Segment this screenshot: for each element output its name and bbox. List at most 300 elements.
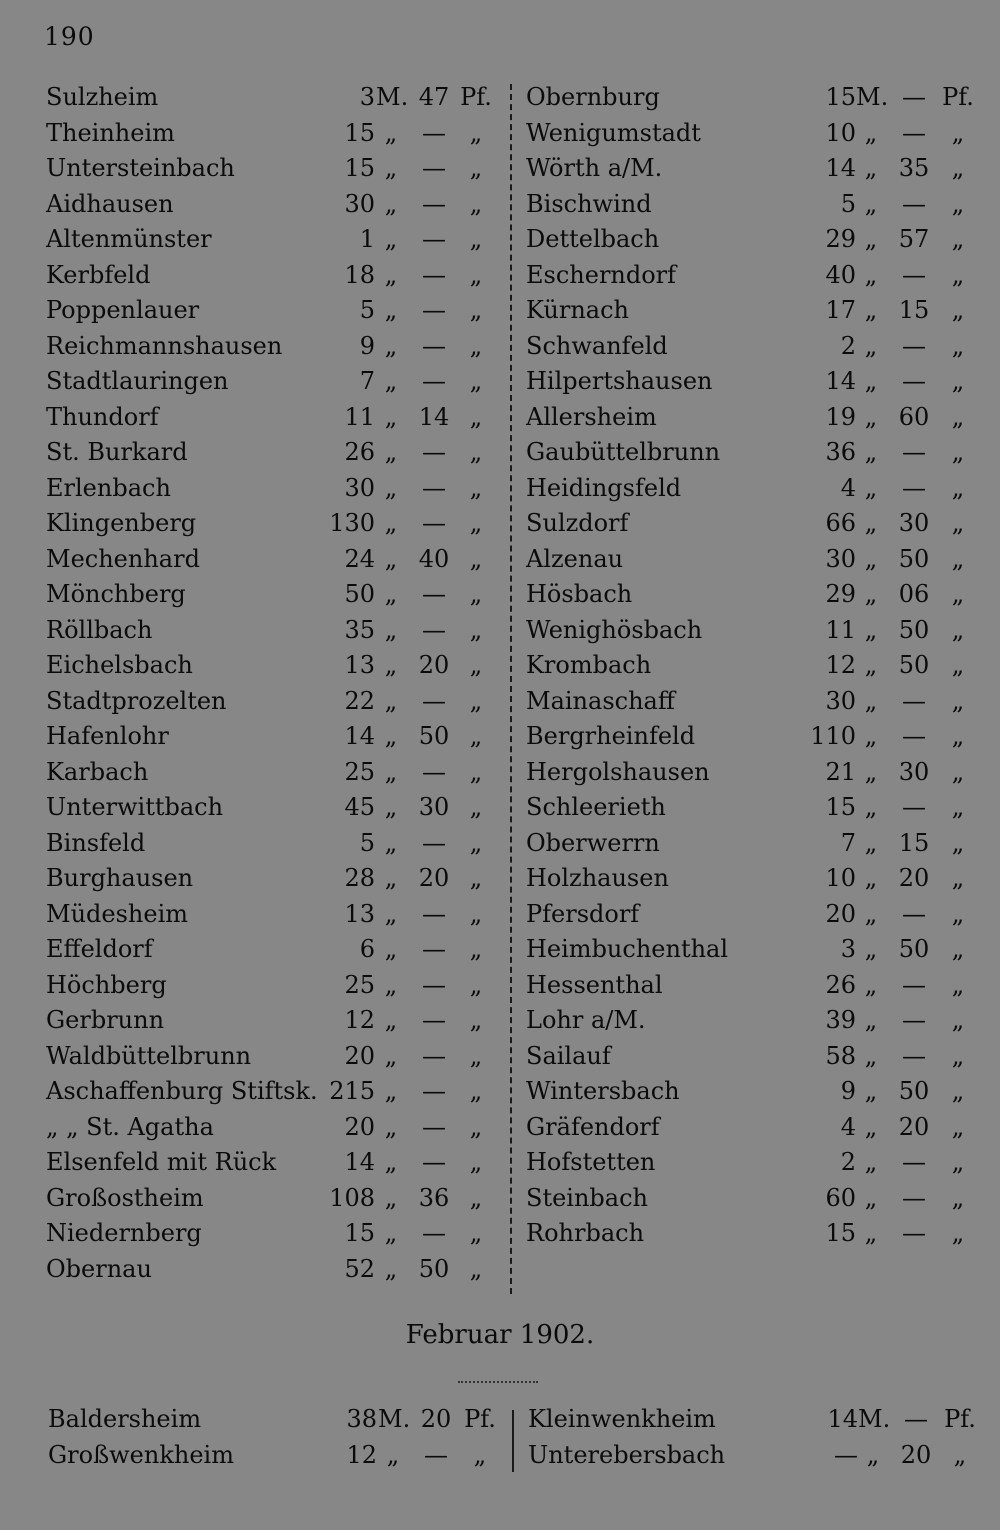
place-name: Wörth a/M. xyxy=(526,154,663,182)
mark-unit: „ xyxy=(384,402,398,431)
place-name: Müdesheim xyxy=(46,899,189,928)
list-item xyxy=(46,932,502,968)
place-name: Bischwind xyxy=(526,189,652,218)
list-item xyxy=(46,329,502,365)
pfennig-unit: „ xyxy=(951,438,965,466)
list-item xyxy=(526,80,976,116)
list-item xyxy=(46,826,502,862)
pfennig-unit: „ xyxy=(469,1041,483,1070)
pfennig-amount: — xyxy=(422,473,446,502)
page-number: 190 xyxy=(44,22,95,51)
mark-amount: 30 xyxy=(344,473,375,502)
pfennig-unit: „ xyxy=(469,154,483,182)
pfennig-amount: — xyxy=(902,331,926,360)
pfennig-unit: „ xyxy=(951,1219,965,1247)
list-item xyxy=(526,1074,976,1110)
pfennig-unit: „ xyxy=(469,864,483,892)
mark-unit: „ xyxy=(864,1077,878,1105)
place-name: Kerbfeld xyxy=(46,260,151,289)
mark-unit: „ xyxy=(384,828,398,857)
pfennig-unit: „ xyxy=(951,864,965,892)
pfennig-unit: „ xyxy=(469,1112,483,1141)
mark-unit: „ xyxy=(384,473,398,502)
pfennig-amount: — xyxy=(422,438,446,466)
place-name: Stadtlauringen xyxy=(46,367,229,395)
list-item xyxy=(46,400,502,436)
mark-unit: „ xyxy=(384,1148,398,1176)
pfennig-amount: — xyxy=(902,1006,926,1034)
pfennig-amount: 15 xyxy=(898,296,930,324)
mark-amount: 50 xyxy=(344,580,375,608)
mark-amount: 7 xyxy=(840,828,856,857)
list-item xyxy=(526,1216,976,1252)
mark-unit: „ xyxy=(384,225,398,253)
pfennig-unit: Pf. xyxy=(460,83,492,111)
list-item xyxy=(526,826,976,862)
mark-amount: 15 xyxy=(825,793,856,821)
place-name: Wintersbach xyxy=(526,1077,680,1105)
pfennig-unit: „ xyxy=(469,473,483,502)
list-item xyxy=(526,968,976,1004)
pfennig-amount: — xyxy=(422,509,446,537)
mark-unit: „ xyxy=(384,296,398,324)
mark-unit: „ xyxy=(864,1219,878,1247)
mark-amount: 29 xyxy=(825,580,856,608)
place-name: Binsfeld xyxy=(46,828,146,857)
pfennig-amount: — xyxy=(424,1440,448,1469)
list-item xyxy=(46,258,502,294)
mark-unit: „ xyxy=(384,1112,398,1141)
mark-amount: 39 xyxy=(825,1006,856,1034)
pfennig-unit: „ xyxy=(951,757,965,786)
pfennig-amount: — xyxy=(902,473,926,502)
mark-unit: „ xyxy=(386,1440,400,1469)
pfennig-unit: „ xyxy=(469,935,483,963)
pfennig-amount: — xyxy=(902,722,926,750)
list-item xyxy=(46,1252,502,1288)
list-item xyxy=(528,1438,978,1474)
mark-amount: 60 xyxy=(825,1183,856,1212)
mark-amount: 29 xyxy=(825,225,856,253)
mark-unit: „ xyxy=(864,864,878,892)
mark-amount: 2 xyxy=(840,1148,856,1176)
pfennig-amount: 50 xyxy=(898,935,930,963)
pfennig-amount: — xyxy=(422,1112,446,1141)
mark-amount: 17 xyxy=(825,296,856,324)
mark-amount: 15 xyxy=(344,118,375,147)
pfennig-unit: „ xyxy=(469,402,483,431)
pfennig-unit: „ xyxy=(469,225,483,253)
mark-unit: „ xyxy=(864,544,878,573)
mark-amount: 10 xyxy=(825,864,856,892)
place-name: Wenighösbach xyxy=(526,615,703,644)
list-item xyxy=(46,861,502,897)
mark-unit: „ xyxy=(384,331,398,360)
mark-amount: 15 xyxy=(344,1219,375,1247)
place-name: Thundorf xyxy=(46,402,159,431)
list-item xyxy=(46,151,502,187)
list-item xyxy=(526,1110,976,1146)
list-item xyxy=(46,116,502,152)
mark-amount: 5 xyxy=(359,296,375,324)
pfennig-unit: „ xyxy=(951,615,965,644)
pfennig-amount: — xyxy=(422,828,446,857)
place-name: Mönchberg xyxy=(46,580,186,608)
place-name: Heidingsfeld xyxy=(526,473,682,502)
mark-amount: 35 xyxy=(344,615,375,644)
mark-unit: M. xyxy=(378,1405,411,1433)
mark-amount: 26 xyxy=(344,438,375,466)
pfennig-unit: „ xyxy=(951,970,965,999)
pfennig-amount: — xyxy=(422,189,446,218)
place-name: Sailauf xyxy=(526,1041,611,1070)
list-item xyxy=(526,151,976,187)
mark-amount: — xyxy=(834,1440,858,1469)
mark-unit: „ xyxy=(864,793,878,821)
list-item xyxy=(526,1003,976,1039)
mark-amount: 14 xyxy=(825,154,856,182)
list-item xyxy=(46,435,502,471)
mark-amount: 58 xyxy=(825,1041,856,1070)
mark-amount: 26 xyxy=(825,970,856,999)
mark-unit: „ xyxy=(864,1183,878,1212)
place-name: Baldersheim xyxy=(48,1405,202,1433)
pfennig-amount: 30 xyxy=(418,793,450,821)
list-item xyxy=(526,400,976,436)
mark-unit: „ xyxy=(864,225,878,253)
list-item xyxy=(46,1074,502,1110)
place-name: Poppenlauer xyxy=(46,296,200,324)
list-item xyxy=(526,187,976,223)
mark-unit: „ xyxy=(864,580,878,608)
place-name: Obernau xyxy=(46,1254,152,1283)
place-name: Heimbuchenthal xyxy=(526,935,729,963)
pfennig-amount: 40 xyxy=(418,544,450,573)
mark-unit: „ xyxy=(384,864,398,892)
mark-unit: „ xyxy=(864,651,878,679)
pfennig-unit: „ xyxy=(951,473,965,502)
pfennig-unit: „ xyxy=(951,935,965,963)
place-name: Wenigumstadt xyxy=(526,118,701,147)
list-item xyxy=(526,719,976,755)
place-name: Eichelsbach xyxy=(46,651,193,679)
pfennig-amount: — xyxy=(902,970,926,999)
list-item xyxy=(46,1039,502,1075)
list-item xyxy=(46,1145,502,1181)
mark-amount: 13 xyxy=(344,899,375,928)
place-name: Mechenhard xyxy=(46,544,200,573)
pfennig-amount: 50 xyxy=(898,1077,930,1105)
pfennig-unit: „ xyxy=(951,793,965,821)
pfennig-amount: — xyxy=(902,793,926,821)
pfennig-unit: Pf. xyxy=(464,1405,496,1433)
pfennig-unit: „ xyxy=(951,1148,965,1176)
pfennig-unit: „ xyxy=(469,970,483,999)
pfennig-amount: 14 xyxy=(418,402,450,431)
pfennig-amount: 20 xyxy=(418,864,450,892)
mark-unit: „ xyxy=(864,899,878,928)
place-name: Burghausen xyxy=(46,864,194,892)
mark-unit: „ xyxy=(384,899,398,928)
place-name: Großostheim xyxy=(46,1183,204,1212)
pfennig-amount: — xyxy=(902,1041,926,1070)
pfennig-unit: „ xyxy=(469,828,483,857)
pfennig-unit: „ xyxy=(951,367,965,395)
pfennig-amount: — xyxy=(422,225,446,253)
mark-amount: 4 xyxy=(840,473,856,502)
pfennig-amount: — xyxy=(902,1219,926,1247)
mark-unit: „ xyxy=(864,1041,878,1070)
pfennig-amount: — xyxy=(902,1183,926,1212)
mark-amount: 20 xyxy=(344,1041,375,1070)
pfennig-amount: — xyxy=(422,615,446,644)
mark-amount: 36 xyxy=(825,438,856,466)
list-item xyxy=(46,648,502,684)
pfennig-unit: „ xyxy=(469,1183,483,1212)
place-name: Elsenfeld mit Rück xyxy=(46,1148,277,1176)
pfennig-amount: — xyxy=(902,83,926,111)
place-name: Niedernberg xyxy=(46,1219,202,1247)
place-name: Alzenau xyxy=(526,544,624,573)
mark-amount: 12 xyxy=(825,651,856,679)
list-item xyxy=(46,968,502,1004)
pfennig-unit: „ xyxy=(469,260,483,289)
mark-unit: „ xyxy=(864,970,878,999)
pfennig-unit: „ xyxy=(951,331,965,360)
pfennig-unit: „ xyxy=(469,793,483,821)
mark-unit: „ xyxy=(864,828,878,857)
pfennig-amount: — xyxy=(902,189,926,218)
mark-amount: 215 xyxy=(329,1077,375,1105)
place-name: Schleerieth xyxy=(526,793,666,821)
pfennig-unit: „ xyxy=(951,580,965,608)
pfennig-amount: — xyxy=(902,686,926,715)
place-name: St. Burkard xyxy=(46,438,188,466)
pfennig-amount: — xyxy=(902,899,926,928)
mark-amount: 45 xyxy=(344,793,375,821)
pfennig-unit: „ xyxy=(469,296,483,324)
list-item xyxy=(526,471,976,507)
mark-unit: M. xyxy=(856,83,889,111)
pfennig-unit: „ xyxy=(469,899,483,928)
place-name: Rohrbach xyxy=(526,1219,645,1247)
mark-amount: 108 xyxy=(329,1183,375,1212)
place-name: Bergrheinfeld xyxy=(526,722,696,750)
pfennig-amount: 50 xyxy=(418,722,450,750)
list-item xyxy=(526,897,976,933)
place-name: Theinheim xyxy=(46,118,175,147)
pfennig-unit: „ xyxy=(469,615,483,644)
mark-unit: „ xyxy=(864,402,878,431)
place-name: Höchberg xyxy=(46,970,167,999)
place-name: Röllbach xyxy=(46,615,153,644)
mark-unit: „ xyxy=(384,1006,398,1034)
pfennig-unit: „ xyxy=(469,509,483,537)
list-item xyxy=(526,435,976,471)
mark-amount: 5 xyxy=(840,189,856,218)
mark-unit: „ xyxy=(384,544,398,573)
pfennig-unit: „ xyxy=(469,722,483,750)
pfennig-unit: „ xyxy=(469,331,483,360)
mark-amount: 130 xyxy=(329,509,375,537)
pfennig-unit: „ xyxy=(469,1254,483,1283)
pfennig-amount: — xyxy=(422,935,446,963)
list-item xyxy=(526,613,976,649)
pfennig-unit: „ xyxy=(469,1077,483,1105)
pfennig-unit: „ xyxy=(953,1440,967,1469)
pfennig-amount: 35 xyxy=(898,154,930,182)
place-name: Obernburg xyxy=(526,83,660,111)
pfennig-amount: — xyxy=(422,580,446,608)
mark-unit: „ xyxy=(864,367,878,395)
place-name: Mainaschaff xyxy=(526,686,675,715)
pfennig-amount: — xyxy=(422,260,446,289)
mark-unit: „ xyxy=(864,189,878,218)
list-item xyxy=(46,293,502,329)
mark-unit: „ xyxy=(864,154,878,182)
mark-amount: 10 xyxy=(825,118,856,147)
place-name: Schwanfeld xyxy=(526,331,668,360)
pfennig-amount: — xyxy=(422,1219,446,1247)
pfennig-amount: 20 xyxy=(418,651,450,679)
mark-amount: 20 xyxy=(825,899,856,928)
pfennig-unit: „ xyxy=(951,509,965,537)
mark-amount: 14 xyxy=(344,722,375,750)
mark-unit: „ xyxy=(384,1254,398,1283)
mark-unit: „ xyxy=(866,1440,880,1469)
mark-unit: „ xyxy=(864,509,878,537)
mark-amount: 25 xyxy=(344,970,375,999)
place-name: Großwenkheim xyxy=(48,1440,234,1469)
list-item xyxy=(46,613,502,649)
pfennig-unit: „ xyxy=(951,118,965,147)
place-name: Lohr a/M. xyxy=(526,1006,646,1034)
mark-unit: „ xyxy=(384,1041,398,1070)
pfennig-amount: 57 xyxy=(898,225,930,253)
pfennig-unit: „ xyxy=(473,1440,487,1469)
pfennig-unit: „ xyxy=(469,118,483,147)
pfennig-amount: 15 xyxy=(898,828,930,857)
list-item xyxy=(526,258,976,294)
place-name: Unterebersbach xyxy=(528,1440,726,1469)
mark-amount: 18 xyxy=(344,260,375,289)
mark-unit: „ xyxy=(384,580,398,608)
pfennig-unit: „ xyxy=(951,1112,965,1141)
pfennig-amount: 20 xyxy=(898,864,930,892)
pfennig-unit: „ xyxy=(469,1148,483,1176)
mark-amount: 19 xyxy=(825,402,856,431)
list-item xyxy=(46,684,502,720)
mark-unit: „ xyxy=(384,651,398,679)
mark-amount: 5 xyxy=(359,828,375,857)
mark-amount: 3 xyxy=(840,935,856,963)
list-item xyxy=(526,222,976,258)
mark-unit: „ xyxy=(384,509,398,537)
pfennig-amount: 36 xyxy=(418,1183,450,1212)
place-name: Sulzheim xyxy=(46,83,159,111)
pfennig-amount: — xyxy=(902,1148,926,1176)
mark-amount: 15 xyxy=(344,154,375,182)
mark-amount: 11 xyxy=(825,615,856,644)
list-item xyxy=(526,1039,976,1075)
place-name: Hessenthal xyxy=(526,970,663,999)
place-name: Hösbach xyxy=(526,580,633,608)
list-item xyxy=(526,1181,976,1217)
pfennig-unit: „ xyxy=(951,154,965,182)
section-heading: Februar 1902. xyxy=(405,1320,595,1350)
place-name: „ „ St. Agatha xyxy=(46,1112,214,1141)
mark-unit: „ xyxy=(864,686,878,715)
mark-unit: M. xyxy=(376,83,409,111)
pfennig-amount: — xyxy=(902,438,926,466)
mark-amount: 9 xyxy=(840,1077,856,1105)
pfennig-amount: — xyxy=(422,118,446,147)
pfennig-amount: 30 xyxy=(898,757,930,786)
mark-unit: „ xyxy=(384,793,398,821)
list-item xyxy=(46,577,502,613)
mark-amount: 30 xyxy=(825,544,856,573)
mark-amount: 7 xyxy=(359,367,375,395)
place-name: Klingenberg xyxy=(46,509,197,537)
place-name: Hilpertshausen xyxy=(526,367,713,395)
list-item xyxy=(528,1402,978,1438)
place-name: Hofstetten xyxy=(526,1148,656,1176)
mark-amount: 30 xyxy=(825,686,856,715)
pfennig-unit: „ xyxy=(951,1041,965,1070)
list-item xyxy=(46,222,502,258)
mark-unit: „ xyxy=(864,296,878,324)
place-name: Aidhausen xyxy=(46,189,174,218)
mark-unit: „ xyxy=(384,757,398,786)
mark-unit: „ xyxy=(864,935,878,963)
list-item xyxy=(46,471,502,507)
pfennig-unit: „ xyxy=(951,296,965,324)
mark-amount: 14 xyxy=(344,1148,375,1176)
pfennig-unit: „ xyxy=(951,651,965,679)
mark-amount: 22 xyxy=(344,686,375,715)
list-item xyxy=(46,364,502,400)
mark-amount: 28 xyxy=(344,864,375,892)
pfennig-unit: „ xyxy=(951,225,965,253)
pfennig-unit: Pf. xyxy=(944,1405,976,1433)
list-item xyxy=(46,80,502,116)
mark-unit: „ xyxy=(384,722,398,750)
place-name: Dettelbach xyxy=(526,225,660,253)
pfennig-amount: — xyxy=(422,757,446,786)
pfennig-unit: „ xyxy=(469,544,483,573)
place-name: Untersteinbach xyxy=(46,154,235,182)
pfennig-unit: Pf. xyxy=(942,83,974,111)
place-name: Allersheim xyxy=(526,402,657,431)
mark-unit: „ xyxy=(384,1183,398,1212)
place-name: Altenmünster xyxy=(46,225,212,253)
list-item xyxy=(526,577,976,613)
pfennig-amount: 50 xyxy=(418,1254,450,1283)
mark-amount: 4 xyxy=(840,1112,856,1141)
pfennig-unit: „ xyxy=(469,189,483,218)
list-item xyxy=(46,790,502,826)
pfennig-unit: „ xyxy=(469,367,483,395)
list-item xyxy=(48,1402,504,1438)
list-item xyxy=(46,897,502,933)
mark-unit: M. xyxy=(858,1405,891,1433)
pfennig-amount: 30 xyxy=(898,509,930,537)
mark-unit: „ xyxy=(864,473,878,502)
pfennig-amount: 60 xyxy=(898,402,930,431)
decorative-rule xyxy=(458,1381,538,1385)
pfennig-unit: „ xyxy=(951,686,965,715)
mark-unit: „ xyxy=(384,935,398,963)
